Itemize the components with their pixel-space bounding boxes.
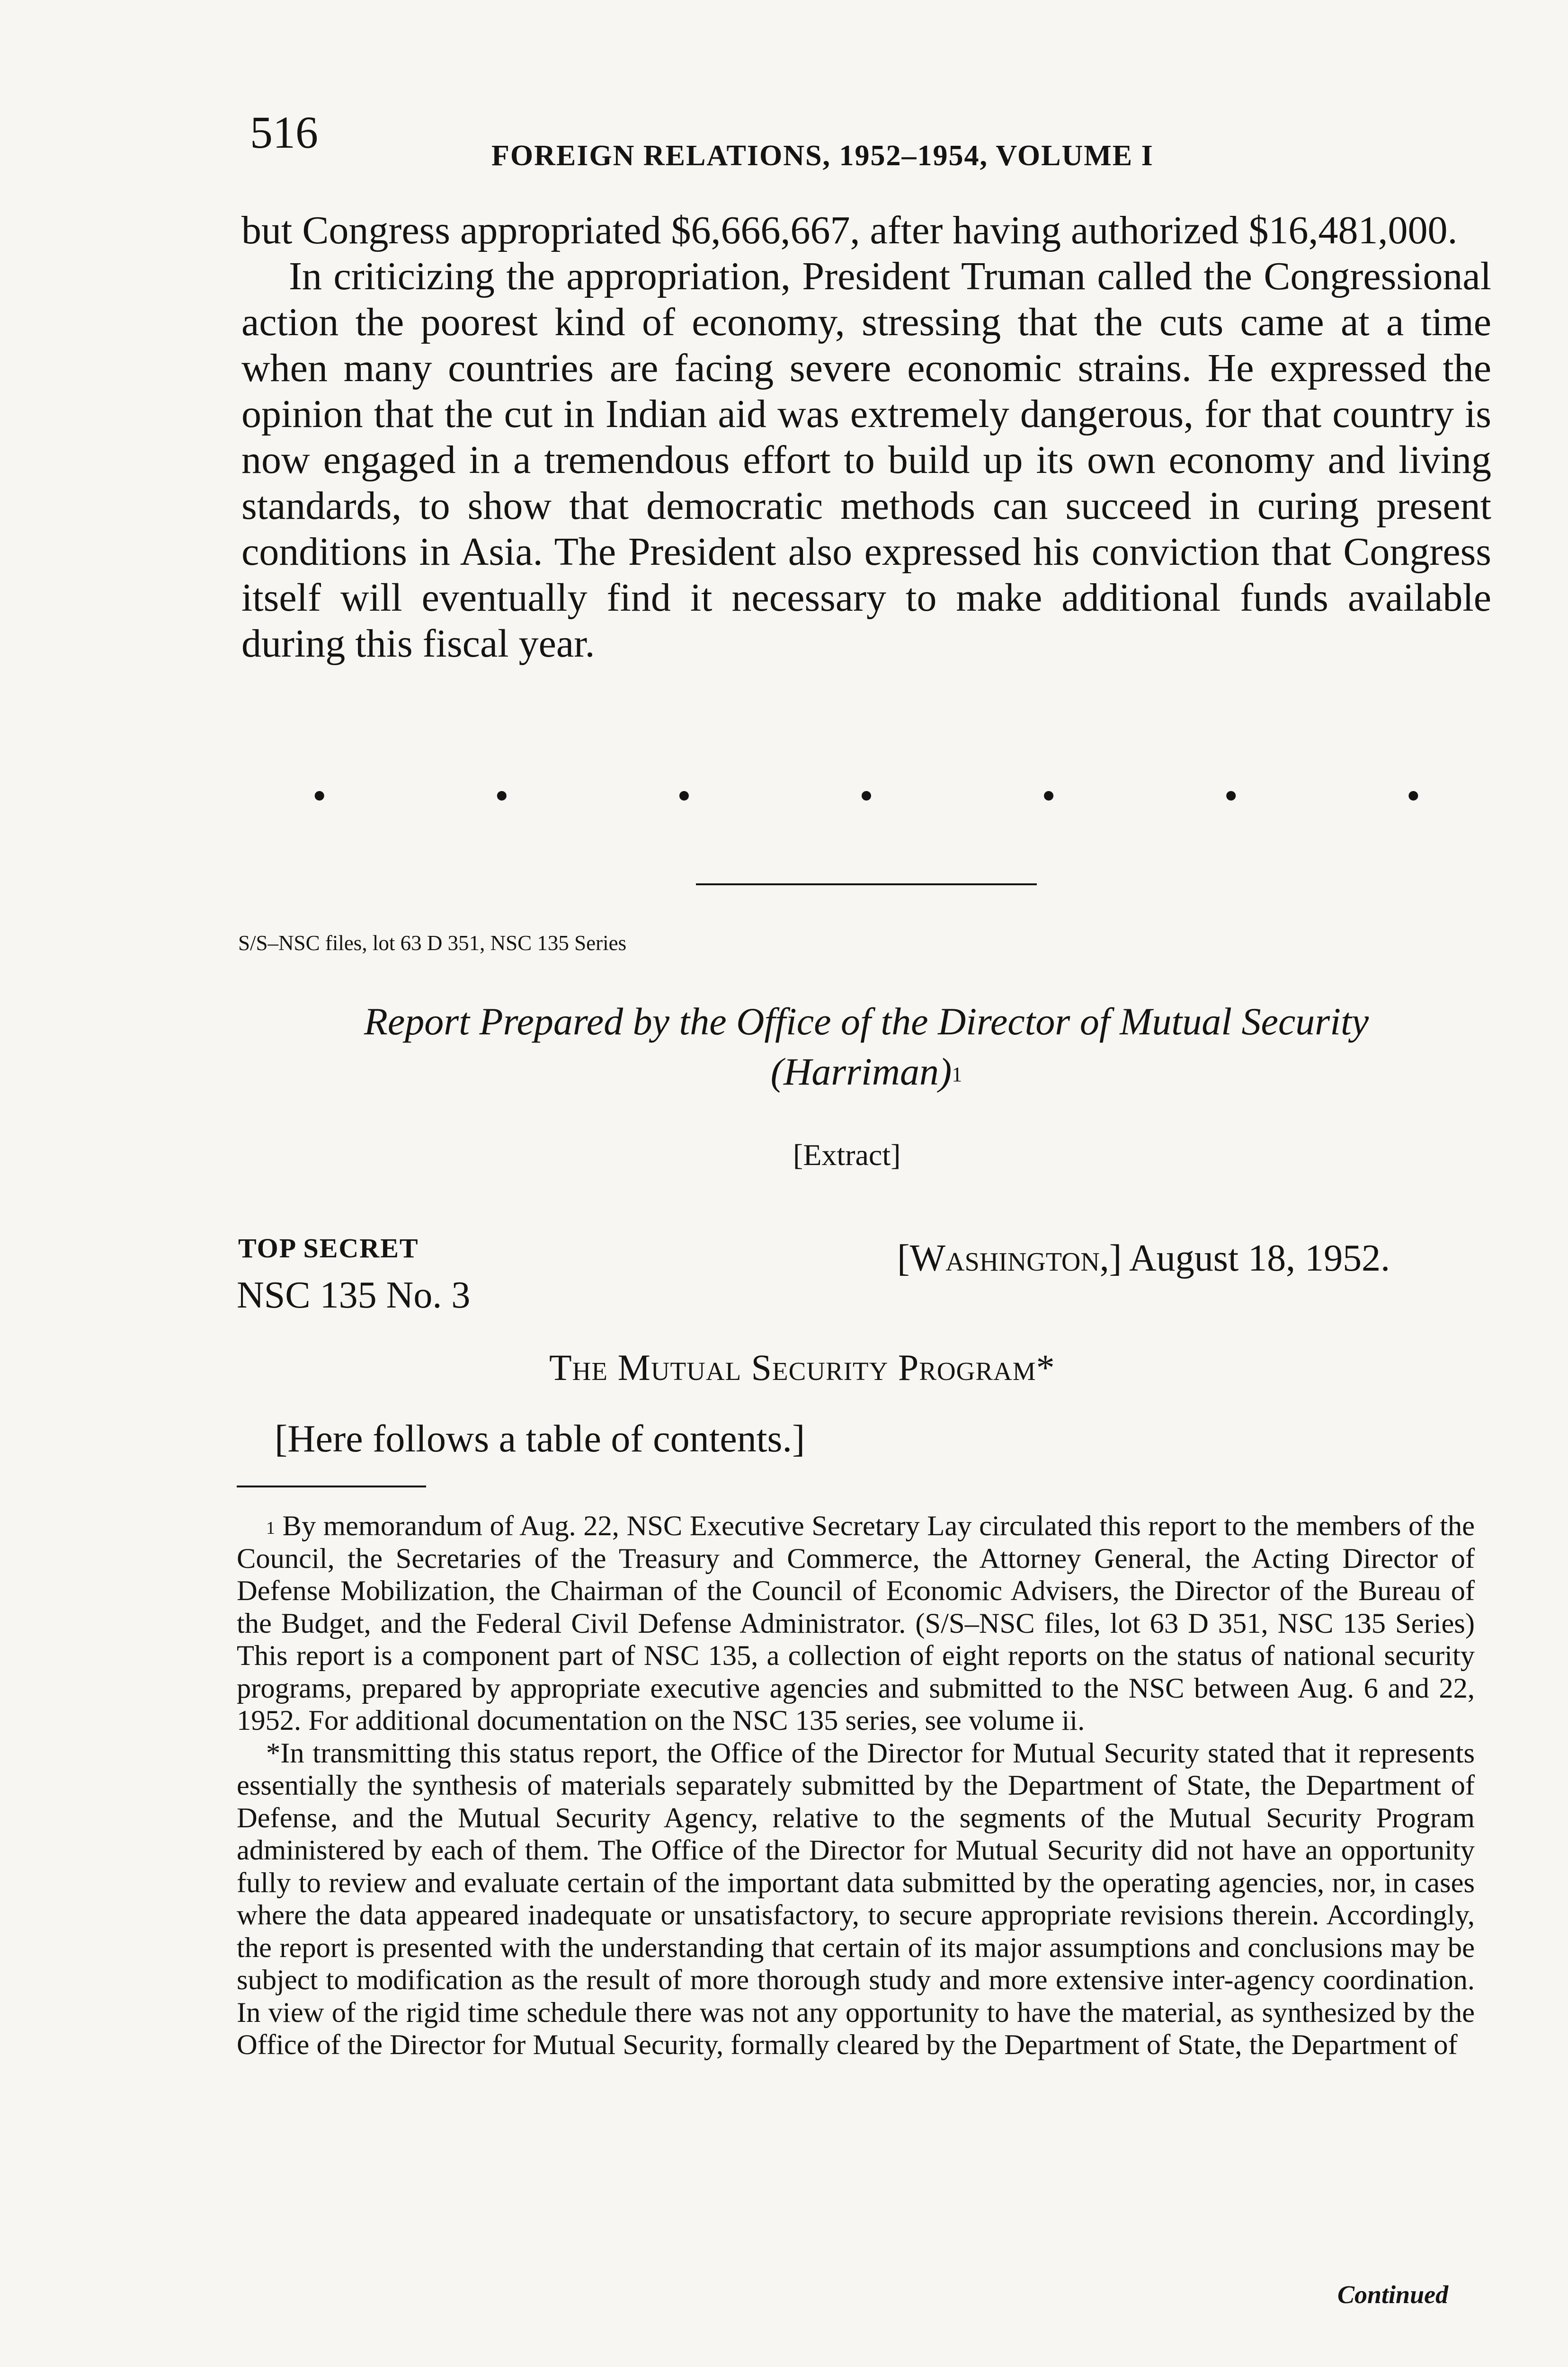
page-number: 516 (250, 107, 318, 158)
body-text (241, 207, 1491, 667)
document-title (275, 997, 1458, 1097)
footnote-text: In transmitting this status report, the Office of the Director for Mutual Security stated that it represents essentially the synthesis of materials separately submitted by the Department of State, the Department of Defense, and the Mutual Security Agency, relative to the segments of the Mutual Security Program administered by each of them. The Office of the Director for Mutual Security did not have an opportunity fully to review and evaluate certain of the important data submitted by the operating agencies, nor, in cases where the data appeared inadequate or unsatisfactory, to secure appropriate revisions therein. Accordingly, the report is presented with the understanding that certain of its major assumptions and conclusions may be subject to modification as the result of more thorough study and more extensive inter-agency coordination. In view of the rigid time schedule there was not any opportunity to have the material, as synthesized by the Office of the Director for Mutual Security, formally cleared by the Department of State, the Department of (237, 1737, 1475, 2061)
footnote-1 (237, 1510, 1475, 1737)
classification-label: TOP SECRET (238, 1233, 419, 1264)
footnotes (237, 1510, 1475, 2062)
document-heading (549, 1349, 1055, 1386)
body-paragraph-1: but Congress appropriated $6,666,667, after having authorized $16,481,000. (241, 208, 1458, 252)
footnote-marker: * (266, 1737, 281, 1769)
ellipsis-dots (312, 776, 1420, 816)
footnote-text: By memorandum of Aug. 22, NSC Executive Secretary Lay circulated this report to the members of the Council, the Secretaries of the Treasury and Commerce, the Attorney General, the Acting Director of Defense Mobilization, the Chairman of the Council of Economic Advisers, the Director of the Bureau of the Budget, and the Federal Civil Defense Administrator. (S/S–NSC files, lot 63 D 351, NSC 135 Series) This report is a component part of NSC 135, a collection of eight reports on the status of national security programs, prepared by appropriate executive agencies and submitted to the NSC between Aug. 6 and 22, 1952. For additional documentation on the NSC 135 series, see volume ii. (237, 1510, 1475, 1736)
title-footnote-marker: 1 (952, 1063, 962, 1086)
ellipsis-dot: • (495, 774, 509, 818)
section-divider (696, 883, 1037, 885)
dateline (897, 1239, 1390, 1277)
ellipsis-dot: • (859, 774, 873, 818)
document-title-line-2: (Harriman) (770, 1050, 952, 1093)
dateline-date: August 18, 1952. (1129, 1237, 1390, 1279)
ellipsis-dot: • (1406, 774, 1420, 818)
running-title: FOREIGN RELATIONS, 1952–1954, VOLUME I (491, 140, 1154, 172)
source-note: S/S–NSC files, lot 63 D 351, NSC 135 Series (238, 931, 627, 955)
nsc-number: NSC 135 No. 3 (237, 1274, 471, 1316)
document-heading-text: The Mutual Security Program (549, 1347, 1036, 1388)
continued-label: Continued (1337, 2280, 1449, 2309)
ellipsis-dot: • (1042, 774, 1056, 818)
footnote-2 (237, 1737, 1475, 2062)
ellipsis-dot: • (1224, 774, 1238, 818)
ellipsis-dot: • (677, 774, 691, 818)
dateline-place: [Washington,] (897, 1237, 1122, 1279)
extract-label: [Extract] (793, 1138, 901, 1172)
ellipsis-dot: • (312, 774, 327, 818)
footnote-marker: 1 (266, 1518, 275, 1538)
footnote-divider (237, 1486, 426, 1487)
heading-footnote-marker: * (1036, 1347, 1055, 1388)
editorial-note: [Here follows a table of contents.] (275, 1417, 805, 1460)
document-title-line-1: Report Prepared by the Office of the Director of Mutual Security (364, 1000, 1369, 1043)
body-paragraph-2: In criticizing the appropriation, President Truman called the Congressional action the poorest kind of economy, stressing that the cuts came at a time when many countries are facing severe economic strains. He expressed the opinion that the cut in Indian aid was extremely dangerous, for that country is now engaged in a tremendous effort to build up its own economy and living standards, to show that democratic methods can succeed in curing present conditions in Asia. The President also expressed his conviction that Congress itself will eventually find it necessary to make additional funds available during this fiscal year. (241, 254, 1491, 666)
